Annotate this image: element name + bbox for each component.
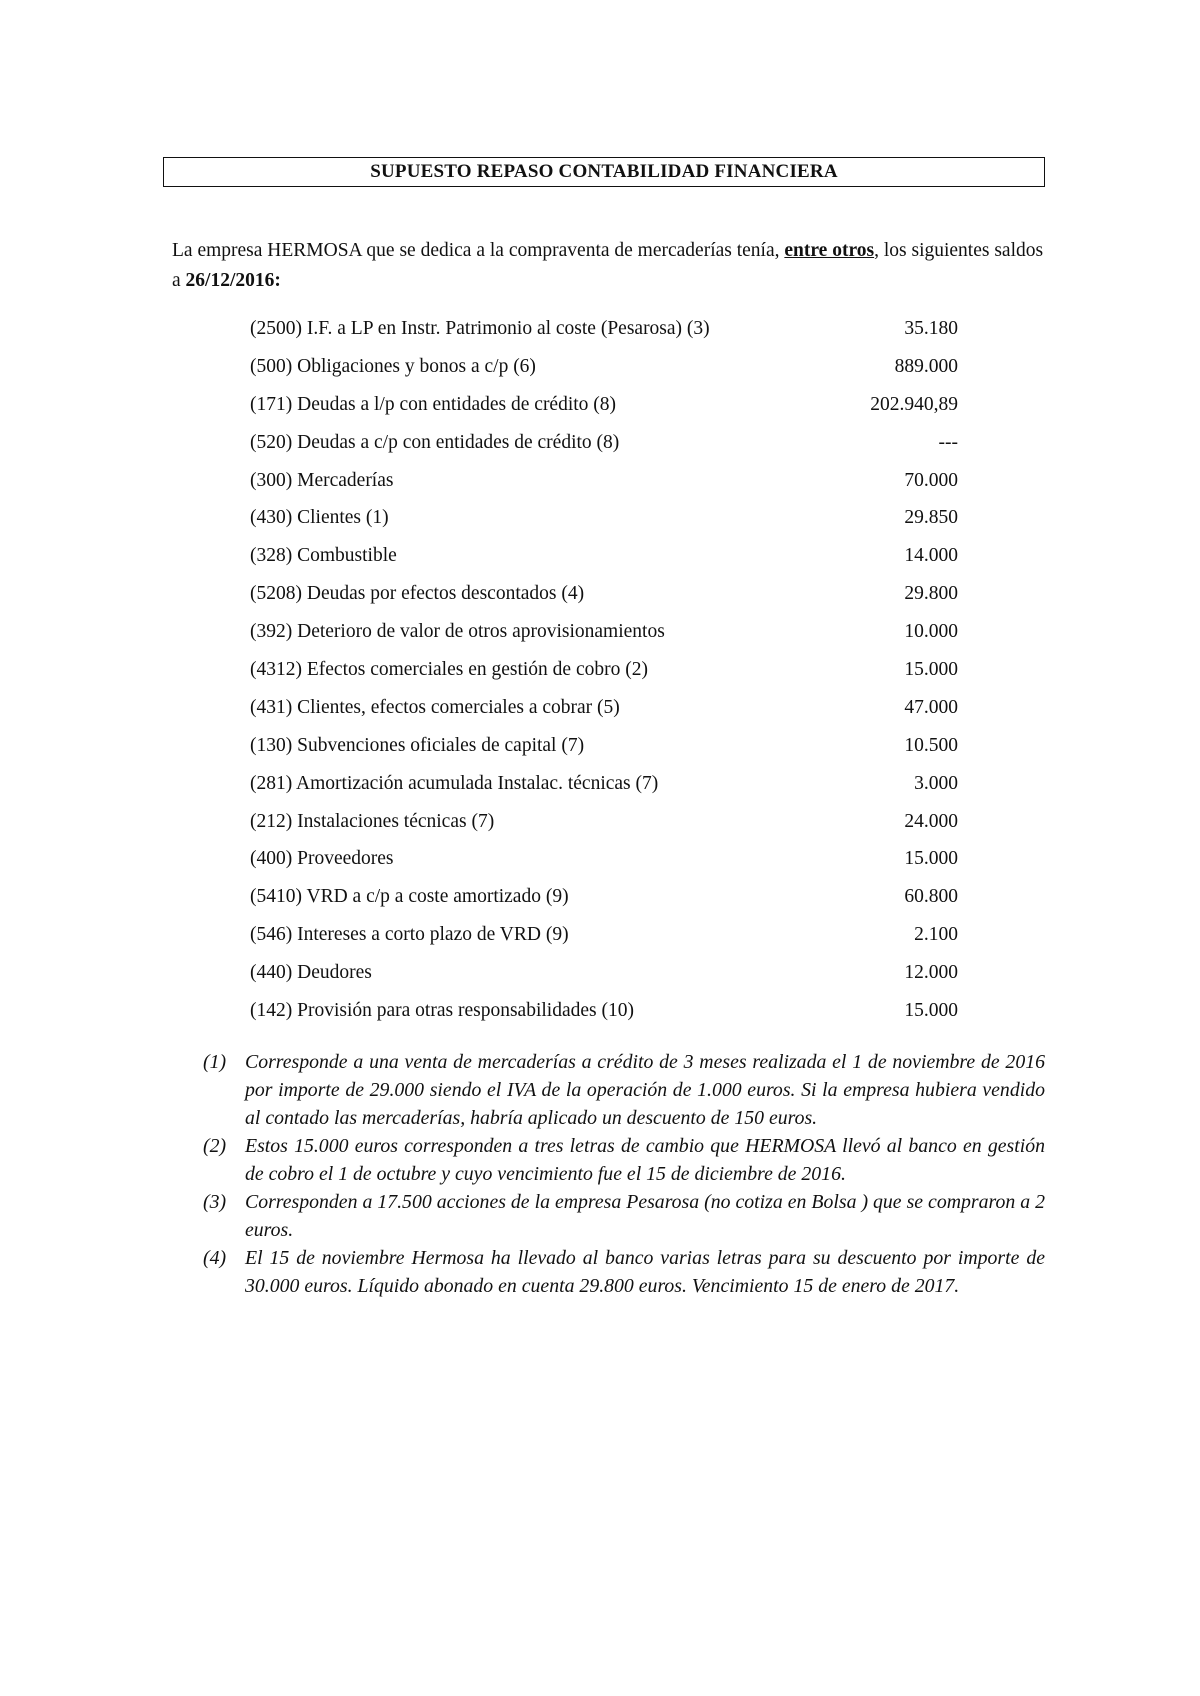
account-row (250, 390, 990, 428)
account-value: 202.940,89 (870, 393, 958, 415)
account-value: --- (938, 431, 958, 453)
footnote-number: (3) (203, 1191, 227, 1213)
account-label: (171) Deudas a l/p con entidades de crédito (8) (250, 393, 617, 415)
account-label: (431) Clientes, efectos comerciales a cobrar (5) (250, 696, 620, 718)
account-label: (392) Deterioro de valor de otros aprovisionamientos (250, 621, 665, 643)
account-row (250, 503, 990, 541)
account-balances-list (250, 314, 990, 1034)
intro-text-2: , los siguientes saldos a (172, 240, 1044, 291)
account-row (250, 352, 990, 390)
intro-paragraph (172, 236, 1052, 296)
account-row (250, 958, 990, 996)
account-row (250, 920, 990, 958)
account-row (250, 693, 990, 731)
footnote (203, 1132, 1045, 1188)
footnote-number: (1) (203, 1051, 227, 1073)
account-label: (300) Mercaderías (250, 469, 394, 491)
account-row (250, 428, 990, 466)
account-label: (5208) Deudas por efectos descontados (4) (250, 583, 585, 605)
account-row (250, 617, 990, 655)
account-value: 15.000 (904, 848, 958, 870)
account-value: 35.180 (904, 318, 958, 339)
account-value: 2.100 (914, 924, 958, 946)
account-label: (440) Deudores (250, 962, 372, 984)
account-value: 24.000 (904, 810, 958, 832)
account-value: 29.850 (904, 507, 958, 529)
account-row (250, 882, 990, 920)
account-value: 12.000 (904, 962, 958, 984)
intro-date: 26/12/2016 (185, 270, 275, 291)
account-label: (546) Intereses a corto plazo de VRD (9) (250, 924, 569, 946)
account-label: (281) Amortización acumulada Instalac. técnicas (7) (250, 772, 659, 794)
footnote (203, 1048, 1045, 1132)
account-value: 15.000 (904, 1000, 958, 1022)
account-value: 29.800 (904, 583, 958, 605)
intro-text-1: La empresa HERMOSA que se dedica a la compraventa de mercaderías tenía, (172, 240, 785, 261)
account-value: 10.500 (904, 734, 958, 756)
account-label: (212) Instalaciones técnicas (7) (250, 810, 495, 832)
account-row (250, 655, 990, 693)
account-label: (4312) Efectos comerciales en gestión de cobro (2) (250, 659, 648, 681)
account-label: (2500) I.F. a LP en Instr. Patrimonio al coste (Pesarosa) (3) (250, 318, 710, 339)
footnotes-list (203, 1048, 1045, 1300)
footnote (203, 1244, 1045, 1300)
account-label: (520) Deudas a c/p con entidades de crédito (8) (250, 431, 620, 453)
footnote-number: (2) (203, 1135, 227, 1157)
account-row (250, 807, 990, 845)
account-label: (5410) VRD a c/p a coste amortizado (9) (250, 886, 569, 908)
account-row (250, 579, 990, 617)
account-row (250, 541, 990, 579)
account-label: (500) Obligaciones y bonos a c/p (6) (250, 355, 536, 377)
footnote-text: Estos 15.000 euros corresponden a tres letras de cambio que HERMOSA llevó al banco en gestión de cobro el 1 de octubre y cuyo vencimiento fue el 15 de diciembre de 2016. (245, 1135, 1045, 1185)
footnote-text: Corresponden a 17.500 acciones de la empresa Pesarosa (no cotiza en Bolsa ) que se compraron a 2 euros. (245, 1191, 1045, 1241)
account-label: (328) Combustible (250, 545, 397, 567)
account-label: (142) Provisión para otras responsabilidades (10) (250, 1000, 634, 1022)
account-label: (400) Proveedores (250, 848, 394, 870)
account-label: (430) Clientes (1) (250, 507, 389, 529)
intro-text-3: : (274, 270, 281, 291)
account-value: 10.000 (904, 621, 958, 643)
account-row (250, 769, 990, 807)
intro-emphasis: entre otros (784, 240, 875, 261)
document-title: SUPUESTO REPASO CONTABILIDAD FINANCIERA (163, 157, 1045, 187)
account-row (250, 996, 990, 1034)
footnote-text: El 15 de noviembre Hermosa ha llevado al banco varias letras para su descuento por importe de 30.000 euros. Líquido abonado en cuenta 29.800 euros. Vencimiento 15 de enero de 2017. (245, 1247, 1045, 1297)
account-row (250, 466, 990, 504)
footnote (203, 1188, 1045, 1244)
account-row (250, 731, 990, 769)
footnote-text: Corresponde a una venta de mercaderías a crédito de 3 meses realizada el 1 de noviembre de 2016 por importe de 29.000 siendo el IVA de la operación de 1.000 euros. Si la empresa hubiera vendido al contado las mercaderías, habría aplicado un descuento de 150 euros. (245, 1051, 1045, 1129)
account-value: 47.000 (904, 696, 958, 718)
account-row (250, 314, 990, 352)
account-value: 15.000 (904, 659, 958, 681)
footnote-number: (4) (203, 1247, 227, 1269)
account-value: 889.000 (894, 355, 958, 377)
account-value: 14.000 (904, 545, 958, 567)
account-value: 3.000 (914, 772, 958, 794)
account-value: 60.800 (904, 886, 958, 908)
account-value: 70.000 (904, 469, 958, 491)
account-label: (130) Subvenciones oficiales de capital (7) (250, 734, 585, 756)
account-row (250, 844, 990, 882)
